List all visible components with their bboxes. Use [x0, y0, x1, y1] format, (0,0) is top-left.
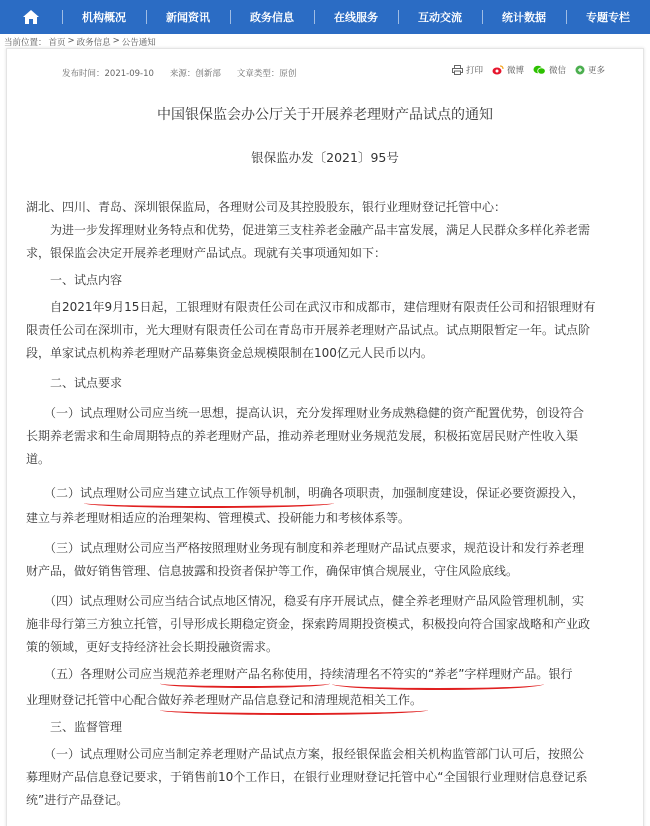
- red-underline-mark: [160, 679, 330, 688]
- section-heading: 二、试点要求: [26, 376, 123, 390]
- body-line: 限责任公司在深圳市，光大理财有限责任公司在青岛市开展养老理财产品试点。试点期限暂定一年。试点阶: [26, 323, 591, 337]
- body-line: （二）试点理财公司应当建立试点工作领导机制，明确各项职责，加强制度建设，保证必要资源投入，: [26, 486, 585, 500]
- nav-item-special-topics[interactable]: 专题专栏: [566, 0, 650, 34]
- red-underline-mark: [84, 498, 334, 508]
- breadcrumb-separator: >: [67, 36, 75, 46]
- red-underline-mark: [332, 678, 544, 690]
- more-label: 更多: [588, 66, 606, 76]
- wechat-icon: [533, 65, 546, 75]
- body-line: 自2021年9月15日起，工银理财有限责任公司在武汉市和成都市，建信理财有限责任公司和招银理财有: [26, 300, 596, 314]
- document-number: 银保监办发〔2021〕95号: [251, 150, 399, 165]
- body-line: （五）各理财公司应当规范养老理财产品名称使用，持续清理名不符实的“养老”字样理财产品。银行: [26, 667, 573, 681]
- body-line: 段，单家试点机构养老理财产品募集资金总规模限制在100亿元人民币以内。: [26, 346, 433, 360]
- breadcrumb-label: 当前位置：: [4, 38, 47, 48]
- print-label: 打印: [466, 66, 484, 76]
- body-line: 策的领域，更好支持经济社会长期投融资需求。: [26, 640, 279, 654]
- print-icon: [452, 65, 463, 75]
- body-line: 湖北、四川、青岛、深圳银保监局，各理财公司及其控股股东，银行业理财登记托管中心：: [26, 200, 507, 214]
- wechat-share-button[interactable]: [533, 64, 566, 76]
- article-meta: [62, 67, 296, 79]
- body-line: 求，银保监会决定开展养老理财产品试点。现就有关事项通知如下：: [26, 246, 387, 260]
- breadcrumb-home-link[interactable]: 首页: [48, 38, 66, 48]
- breadcrumb-separator: >: [112, 36, 120, 46]
- body-line: （一）试点理财公司应当制定养老理财产品试点方案，报经银保监会相关机构监管部门认可后，按照公: [26, 747, 585, 761]
- breadcrumb-section-link[interactable]: 政务信息: [76, 38, 111, 48]
- article-type: 文章类型：原创: [236, 69, 297, 79]
- nav-item-online-service[interactable]: 在线服务: [314, 0, 398, 34]
- section-heading: 一、试点内容: [26, 273, 123, 287]
- print-button[interactable]: [452, 64, 483, 76]
- weibo-label: 微博: [507, 66, 525, 76]
- body-line: 道。: [26, 452, 51, 466]
- nav-item-interaction[interactable]: 互动交流: [398, 0, 482, 34]
- nav-item-statistics[interactable]: 统计数据: [482, 0, 566, 34]
- body-line: （三）试点理财公司应当严格按照理财业务现有制度和养老理财产品试点要求，规范设计和发行养老理: [26, 541, 585, 555]
- body-line: （四）试点理财公司应当结合试点地区情况，稳妥有序开展试点，健全养老理财产品风险管理机制，实: [26, 594, 585, 608]
- publish-date: 发布时间：2021-09-10: [62, 69, 154, 79]
- home-icon: [22, 9, 40, 25]
- body-line: 财产品，做好销售管理、信息披露和投资者保护等工作，确保审慎合规展业，守住风险底线。: [26, 564, 519, 578]
- body-line: 施非母行第三方独立托管，引导形成长期稳定资金，探索跨周期投资模式，积极投向符合国家战略和产业政: [26, 617, 591, 631]
- more-share-button[interactable]: [575, 64, 605, 76]
- nav-item-institution[interactable]: 机构概况: [62, 0, 146, 34]
- weibo-share-button[interactable]: [492, 64, 524, 76]
- breadcrumb-current-link[interactable]: 公告通知: [121, 38, 156, 48]
- body-line: 建立与养老理财相适应的治理架构、管理模式、投研能力和考核体系等。: [26, 511, 411, 525]
- body-line: （一）试点理财公司应当统一思想，提高认识，充分发挥理财业务成熟稳健的资产配置优势，创设符合: [26, 406, 585, 420]
- body-line: 业理财登记托管中心配合做好养老理财产品信息登记和清理规范相关工作。: [26, 693, 423, 707]
- red-underline-mark: [160, 705, 428, 715]
- body-line: 长期养老需求和生命周期特点的养老理财产品，推动养老理财业务规范发展，积极拓宽居民财产性收入渠: [26, 429, 579, 443]
- article-title: 中国银保监会办公厅关于开展养老理财产品试点的通知: [157, 107, 493, 123]
- weibo-icon: [492, 65, 504, 75]
- wechat-label: 微信: [549, 66, 567, 76]
- more-icon: [575, 65, 585, 75]
- nav-menu: [62, 0, 650, 34]
- body-line: 为进一步发挥理财业务特点和优势，促进第三支柱养老金融产品丰富发展，满足人民群众多样化养老需: [26, 223, 591, 237]
- share-toolbar: [452, 64, 605, 76]
- top-nav: [0, 0, 650, 34]
- article-source: 来源：创新部: [169, 69, 221, 79]
- nav-item-government-info[interactable]: 政务信息: [230, 0, 314, 34]
- breadcrumb: [4, 36, 156, 48]
- nav-item-news[interactable]: 新闻资讯: [146, 0, 230, 34]
- nav-home-button[interactable]: [0, 0, 62, 34]
- body-line: 统”进行产品登记。: [26, 793, 129, 807]
- section-heading: 三、监督管理: [26, 720, 123, 734]
- body-line: 募理财产品信息登记要求，于销售前10个工作日，在银行业理财登记托管中心“全国银行业理财信息登记系: [26, 770, 588, 784]
